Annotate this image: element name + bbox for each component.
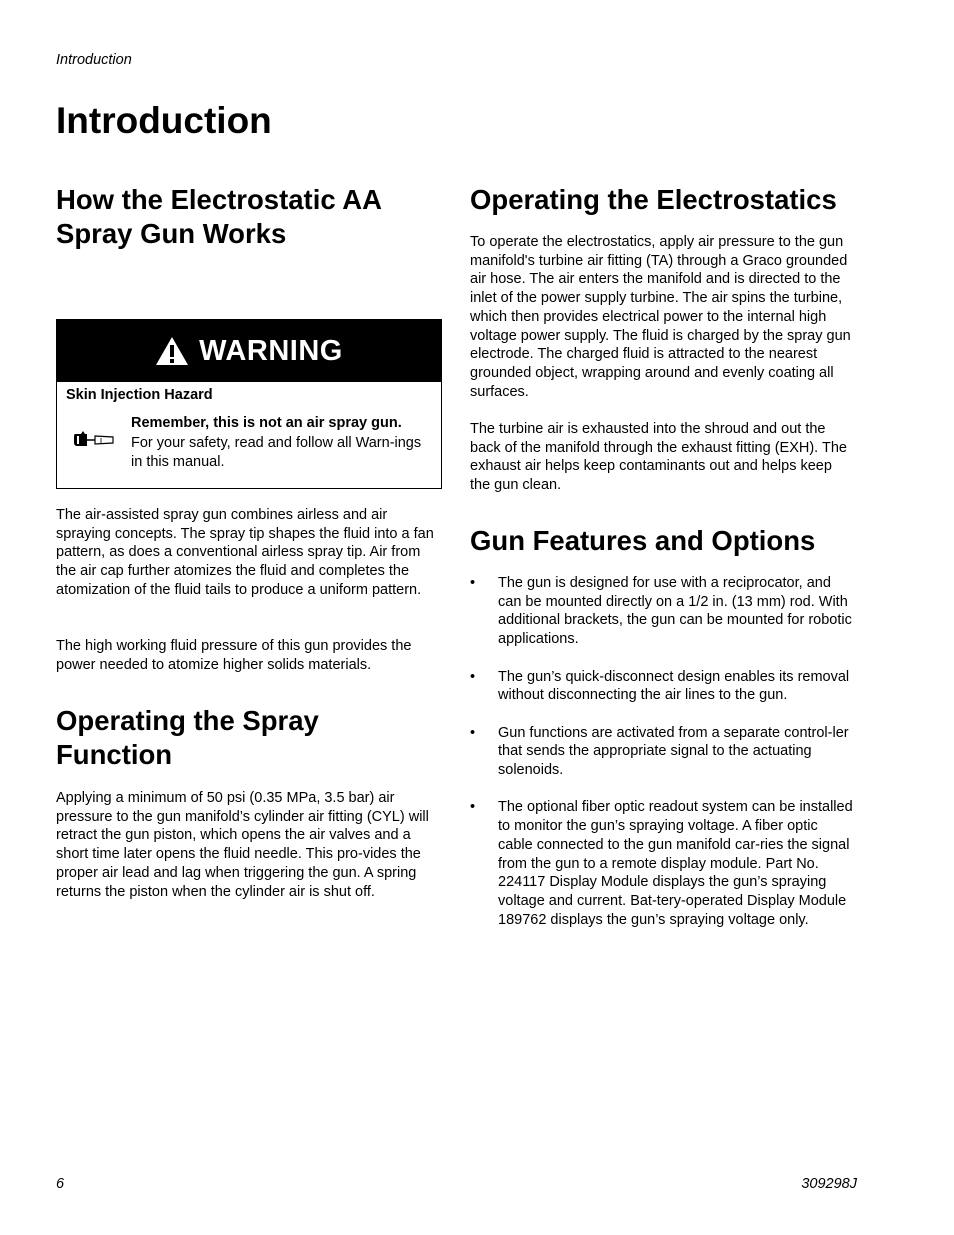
list-item-text: The gun’s quick-disconnect design enables its removal without disconnecting the air lines to the gun. [498,668,850,704]
warning-triangle-icon [155,336,189,366]
heading-spray-function: Operating the Spray Function [56,705,319,770]
document-number: 309298J [801,1176,857,1192]
bullet-icon: • [470,575,476,591]
paragraph-air-assisted: The air-assisted spray gun combines airless and air spraying concepts. The spray tip shapes the fluid into a fan pattern, as does a conventional airless spray tip. Air from the air cap further atomizes the fluid and completes the atomization of the fluid tails to produce a uniform pattern. [56,507,434,598]
paragraph-spray-function: Applying a minimum of 50 psi (0.35 MPa, 3.5 bar) air pressure to the gun manifold’s cylinder air fitting (CYL) will retract the gun piston, which opens the air valves and a short time later opens the fluid needle. This pro-vides the proper air lead and lag when triggering the gun. A spring returns the piston when the cylinder air is shut off. [56,790,429,900]
paragraph-fluid-pressure: The high working fluid pressure of this gun provides the power needed to atomize higher solids materials. [56,638,412,673]
features-list [470,574,856,948]
list-item [470,668,856,705]
warning-banner [57,320,441,382]
list-item-text: The optional fiber optic readout system can be installed to monitor the gun’s spraying voltage. A fiber optic cable connected to the gun manifold car-ries the signal from the gun to a remote display module. Part No. 224117 Display Module displays the gun’s spraying voltage and current. Bat-tery-operated Display Module 189762 displays the gun’s spraying voltage only. [498,799,853,928]
heading-gun-features: Gun Features and Options [470,525,816,556]
list-item [470,798,856,929]
bullet-icon: • [470,724,476,741]
bullet-icon: • [470,799,476,816]
warning-label: WARNING [199,334,343,367]
list-item-text: Gun functions are activated from a separate control-ler that sends the appropriate signal to the actuating solenoids. [498,724,849,778]
hazard-bold-line: Remember, this is not an air spray gun. [131,415,402,431]
list-item [470,574,856,649]
paragraph-electrostatics-1: To operate the electrostatics, apply air pressure to the gun manifold's turbine air fitting (TA) through a Graco grounded air hose. The air enters the manifold and is directed to the inlet of the power supply turbine. The air spins the turbine, which then provides electrical power to the internal high voltage power supply. The fluid is charged by the spray gun electrode. The charged fluid is attracted to the nearest grounded object, wrapping around and evenly coating all surfaces. [470,234,851,400]
hazard-instruction: For your safety, read and follow all Warn-ings in this manual. [131,434,422,470]
heading-how-gun-works: How the Electrostatic AA Spray Gun Works [56,184,381,249]
hazard-text [131,414,431,473]
hazard-title: Skin Injection Hazard [66,387,213,403]
heading-electrostatics: Operating the Electrostatics [470,184,837,215]
warning-box [56,319,442,489]
list-item [470,724,856,780]
bullet-icon: • [470,668,476,685]
paragraph-electrostatics-2: The turbine air is exhausted into the shroud and out the back of the manifold through the exhaust fitting (EXH). The exhaust air helps keep contaminants out and helps keep the gun clean. [470,421,847,494]
running-head: Introduction [56,52,132,68]
page-title: Introduction [56,100,272,141]
page-number: 6 [56,1176,65,1192]
skin-injection-hand-icon [71,428,117,452]
list-item-text: The gun is designed for use with a reciprocator, and can be mounted directly on a 1/2 in. (13 mm) rod. With additional brackets, the gun can be mounted for robotic applications. [498,575,852,648]
